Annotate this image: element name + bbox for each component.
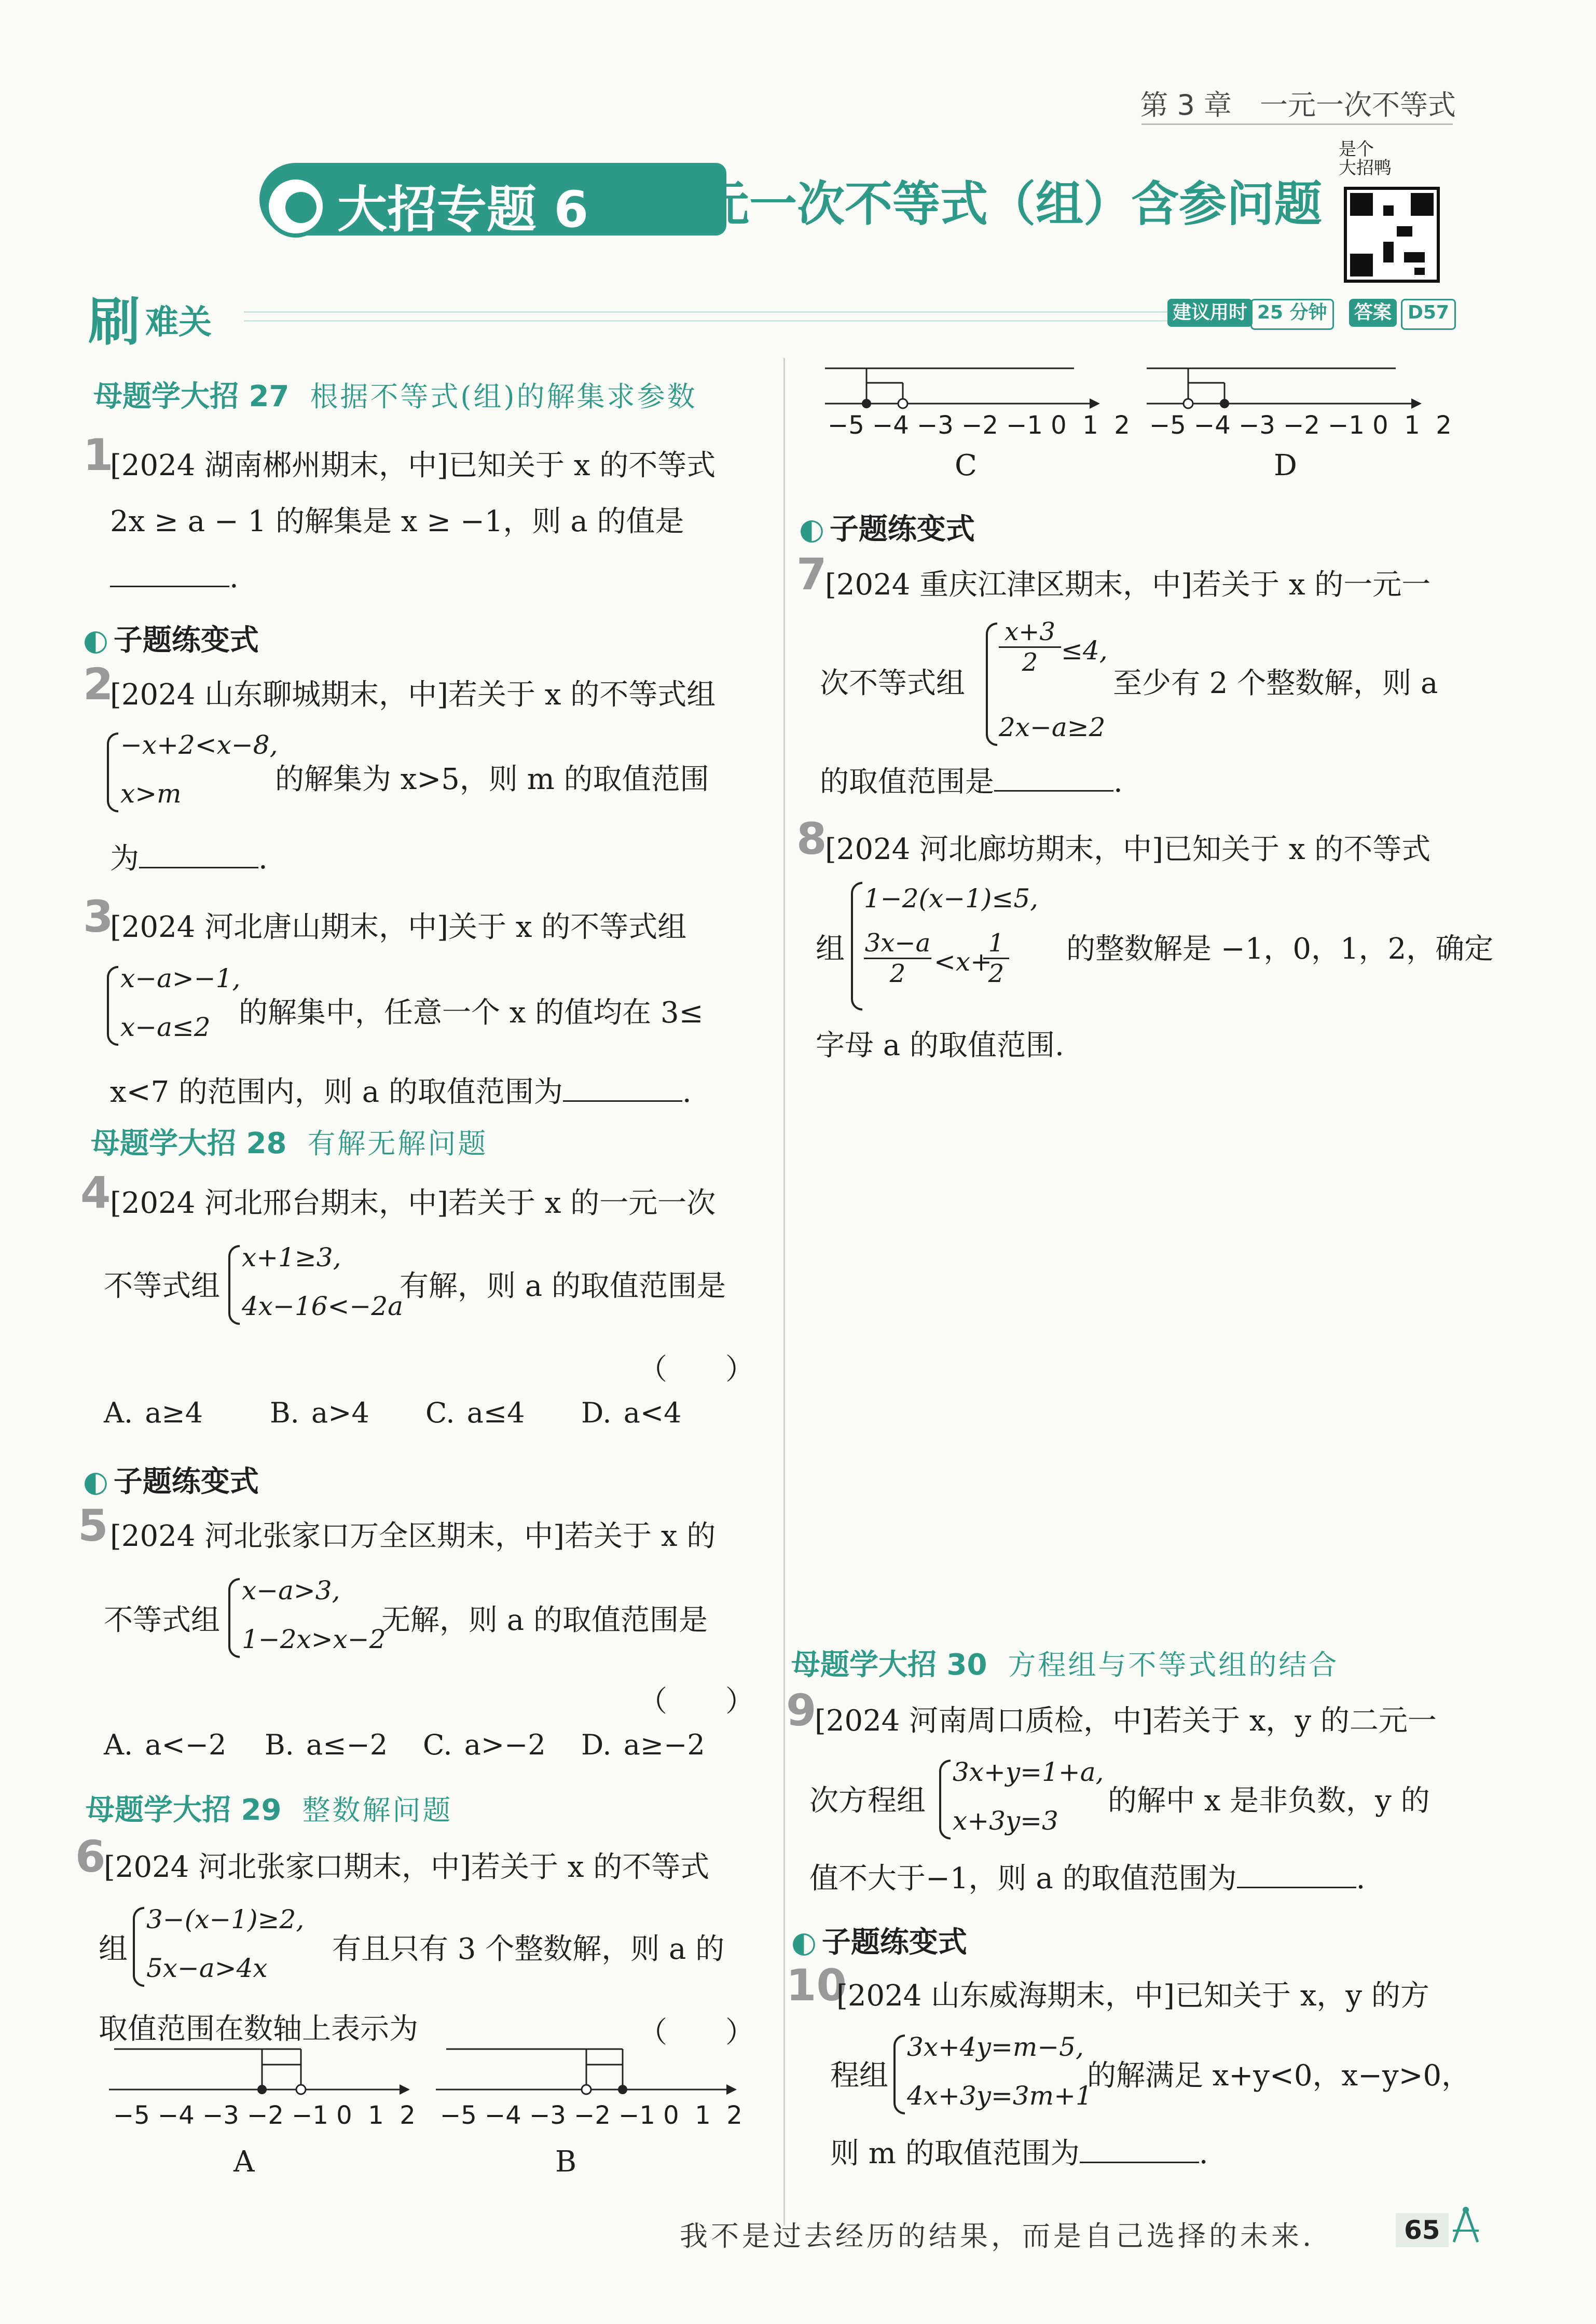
section-head	[88, 280, 1458, 352]
answer-paren[interactable]: （ ）	[638, 1685, 754, 1719]
question-6-line3: 取值范围在数轴上表示为	[99, 2012, 418, 2046]
question-number: 7	[796, 549, 827, 600]
question-8-line3: 字母 a 的取值范围.	[816, 1029, 1064, 1062]
answer-blank[interactable]	[563, 1073, 682, 1102]
choice-a-label[interactable]: A	[233, 2145, 255, 2179]
question-9-sys1: 3x+y=1+a,	[953, 1757, 1104, 1787]
question-5-sys1: x−a>3,	[242, 1575, 340, 1606]
numberline-d[interactable]	[1147, 368, 1422, 409]
trophy-icon	[265, 175, 327, 238]
question-4-pre: 不等式组	[104, 1269, 220, 1303]
answer-blank[interactable]	[1237, 1860, 1356, 1888]
question-9-pre: 次方程组	[809, 1784, 926, 1818]
question-9-sys2: x+3y=3	[953, 1806, 1058, 1836]
question-10-line1: [2024 山东威海期末，中]已知关于 x，y 的方	[836, 1979, 1429, 2013]
question-number: 2	[83, 659, 114, 710]
question-2-sys1: −x+2<x−8,	[120, 730, 278, 760]
qr-label: 是个 大招鸭	[1339, 139, 1392, 178]
question-6-sys1: 3−(x−1)≥2,	[146, 1904, 305, 1934]
question-5-pre: 不等式组	[104, 1603, 220, 1637]
question-5-line2: 无解，则 a 的取值范围是	[381, 1603, 708, 1637]
banner-badge-text: 大招专题 6	[337, 181, 589, 239]
shua-label: 刷	[88, 292, 140, 352]
question-1-line1: [2024 湖南郴州期末，中]已知关于 x 的不等式	[110, 449, 716, 482]
answer-blank[interactable]	[994, 763, 1113, 792]
answer-blank[interactable]	[1080, 2135, 1199, 2163]
question-2-sys2: x>m	[120, 779, 182, 809]
question-8-answer-area[interactable]	[809, 1089, 1458, 1582]
question-1-line2: 2x ≥ a − 1 的解集是 x ≥ −1，则 a 的值是	[110, 505, 684, 538]
numberline-b-ticks: −5 −4 −3 −2 −1 0 1 2	[440, 2101, 742, 2130]
system-brace	[986, 622, 997, 746]
question-number: 5	[78, 1500, 108, 1551]
question-number: 4	[80, 1167, 111, 1218]
question-9-line2: 的解中 x 是非负数，y 的	[1108, 1784, 1430, 1818]
time-value: 25 分钟	[1250, 299, 1334, 330]
numberline-c-ticks: −5 −4 −3 −2 −1 0 1 2	[828, 411, 1130, 440]
question-number: 6	[75, 1831, 106, 1882]
system-brace	[851, 882, 862, 1011]
question-5-sys2: 1−2x>x−2	[242, 1624, 386, 1654]
mother-topic-28: 母题学大招 28 有解无解问题	[91, 1127, 488, 1160]
variant-heading: ◐ 子题练变式	[799, 513, 975, 546]
answer-code: D57	[1401, 299, 1456, 330]
system-brace	[939, 1760, 951, 1839]
variant-heading: ◐ 子题练变式	[83, 1465, 259, 1499]
mother-topic-29: 母题学大招 29 整数解问题	[86, 1793, 453, 1827]
answer-paren[interactable]: （ ）	[638, 1353, 754, 1387]
question-4-line2: 有解，则 a 的取值范围是	[400, 1269, 726, 1303]
question-4-option-b[interactable]: B. a>4	[270, 1396, 369, 1429]
question-4-sys2: 4x−16<−2a	[242, 1291, 403, 1321]
question-8-sys1: 1−2(x−1)≤5,	[864, 883, 1039, 914]
system-brace	[107, 966, 118, 1046]
question-9-line3: 值不大于−1，则 a 的取值范围为 .	[809, 1854, 1365, 1904]
question-1-line3: .	[110, 553, 239, 603]
question-7-sys1-rest: ≤4,	[1061, 635, 1108, 666]
footer-motto: 我不是过去经历的结果，而是自己选择的未来.	[680, 2220, 1315, 2252]
question-4-option-d[interactable]: D. a<4	[581, 1396, 682, 1429]
question-number: 10	[786, 1960, 847, 2011]
question-4-line1: [2024 河北邢台期末，中]若关于 x 的一元一次	[110, 1186, 716, 1220]
numberline-d-ticks: −5 −4 −3 −2 −1 0 1 2	[1149, 411, 1452, 440]
question-3-sys2: x−a≤2	[120, 1012, 211, 1042]
variant-heading: ◐ 子题练变式	[791, 1926, 967, 1959]
question-8-fraction-2: $\frac{1}{2}$	[983, 929, 1009, 988]
compass-icon	[1448, 2205, 1484, 2246]
question-3-sys1: x−a>−1,	[120, 963, 241, 993]
question-8-line2: 的整数解是 −1，0，1，2，确定	[1066, 932, 1494, 966]
question-4-option-c[interactable]: C. a≤4	[425, 1396, 525, 1429]
question-5-option-b[interactable]: B. a≤−2	[265, 1728, 388, 1761]
question-5-option-a[interactable]: A. a<−2	[104, 1728, 227, 1761]
question-6-sys2: 5x−a>4x	[146, 1953, 268, 1983]
chapter-title: 第 3 章 一元一次不等式	[1140, 89, 1456, 121]
question-10-sys2: 4x+3y=3m+1	[907, 2081, 1092, 2111]
question-5-option-c[interactable]: C. a>−2	[423, 1728, 546, 1761]
numberline-c[interactable]	[825, 368, 1100, 409]
column-divider	[783, 358, 785, 2225]
question-2-line3: 为 .	[110, 834, 268, 884]
numberline-a-ticks: −5 −4 −3 −2 −1 0 1 2	[113, 2101, 416, 2130]
answer-label: 答案	[1349, 299, 1397, 327]
question-10-sys1: 3x+4y=m−5,	[907, 2032, 1084, 2062]
time-label: 建议用时	[1167, 299, 1253, 327]
answer-blank[interactable]	[110, 559, 229, 587]
question-8-pre: 组	[816, 932, 845, 966]
question-number: 1	[83, 430, 114, 480]
question-7-line2: 至少有 2 个整数解，则 a	[1113, 667, 1438, 700]
answer-paren[interactable]: （ ）	[638, 2016, 754, 2050]
numberline-a[interactable]	[109, 2049, 410, 2095]
choice-b-label[interactable]: B	[555, 2145, 577, 2179]
system-brace	[133, 1907, 144, 1987]
question-10-line2: 的解满足 x+y<0，x−y>0，	[1087, 2059, 1471, 2093]
question-4-option-a[interactable]: A. a≥4	[104, 1396, 203, 1429]
question-6-line1: [2024 河北张家口期末，中]若关于 x 的不等式	[104, 1850, 710, 1884]
section-rule	[244, 311, 1188, 322]
topic-banner	[259, 156, 1349, 244]
header-rule	[1141, 123, 1453, 125]
system-brace	[107, 732, 118, 812]
question-number: 3	[83, 891, 114, 942]
level-label: 难关	[145, 303, 212, 342]
question-8-mid: <x+	[934, 947, 992, 977]
question-10-pre: 程组	[830, 2059, 888, 2093]
page-number: 65	[1396, 2213, 1449, 2247]
variant-heading: ◐ 子题练变式	[83, 624, 259, 657]
question-8-line1: [2024 河北廊坊期末，中]已知关于 x 的不等式	[825, 833, 1431, 866]
question-number: 8	[796, 813, 827, 864]
question-4-sys1: x+1≥3,	[242, 1242, 341, 1272]
answer-blank[interactable]	[139, 840, 258, 868]
question-number: 9	[786, 1685, 817, 1736]
choice-c-label[interactable]: C	[955, 449, 977, 482]
system-brace	[228, 1578, 240, 1658]
choice-d-label[interactable]: D	[1274, 449, 1297, 482]
question-6-pre: 组	[99, 1932, 128, 1966]
question-6-line2: 有且只有 3 个整数解，则 a 的	[332, 1932, 725, 1966]
question-7-line1: [2024 重庆江津区期末，中]若关于 x 的一元一	[825, 568, 1431, 602]
numberline-b[interactable]	[436, 2049, 737, 2095]
question-7-sys2: 2x−a≥2	[999, 712, 1106, 742]
question-5-option-d[interactable]: D. a≥−2	[581, 1728, 705, 1761]
question-5-line1: [2024 河北张家口万全区期末，中]若关于 x 的	[110, 1519, 716, 1553]
system-brace	[228, 1245, 240, 1325]
question-2-line2: 的解集为 x>5，则 m 的取值范围	[275, 763, 709, 796]
question-3-line3: x<7 的范围内，则 a 的取值范围为 .	[110, 1068, 692, 1117]
question-3-line2: 的解集中，任意一个 x 的值均在 3≤	[239, 996, 704, 1030]
question-2-line1: [2024 山东聊城期末，中]若关于 x 的不等式组	[110, 678, 716, 712]
question-7-line3: 的取值范围是 .	[820, 757, 1123, 807]
question-7-fraction: $\frac{x+3}{2}$	[999, 617, 1061, 677]
question-9-line1: [2024 河南周口质检，中]若关于 x，y 的二元一	[815, 1704, 1437, 1738]
mother-topic-27: 母题学大招 27 根据不等式(组)的解集求参数	[93, 380, 697, 413]
qr-code[interactable]	[1344, 187, 1440, 283]
mother-topic-30: 母题学大招 30 方程组与不等式组的结合	[791, 1648, 1339, 1682]
question-10-line3: 则 m 的取值范围为 .	[830, 2129, 1208, 2179]
question-8-fraction-1: $\frac{3x-a}{2}$	[864, 929, 931, 988]
banner-title: 一元一次不等式（组）含参问题	[654, 176, 1323, 232]
question-3-line1: [2024 河北唐山期末，中]关于 x 的不等式组	[110, 910, 687, 944]
question-7-pre: 次不等式组	[820, 667, 965, 700]
system-brace	[893, 2035, 905, 2114]
